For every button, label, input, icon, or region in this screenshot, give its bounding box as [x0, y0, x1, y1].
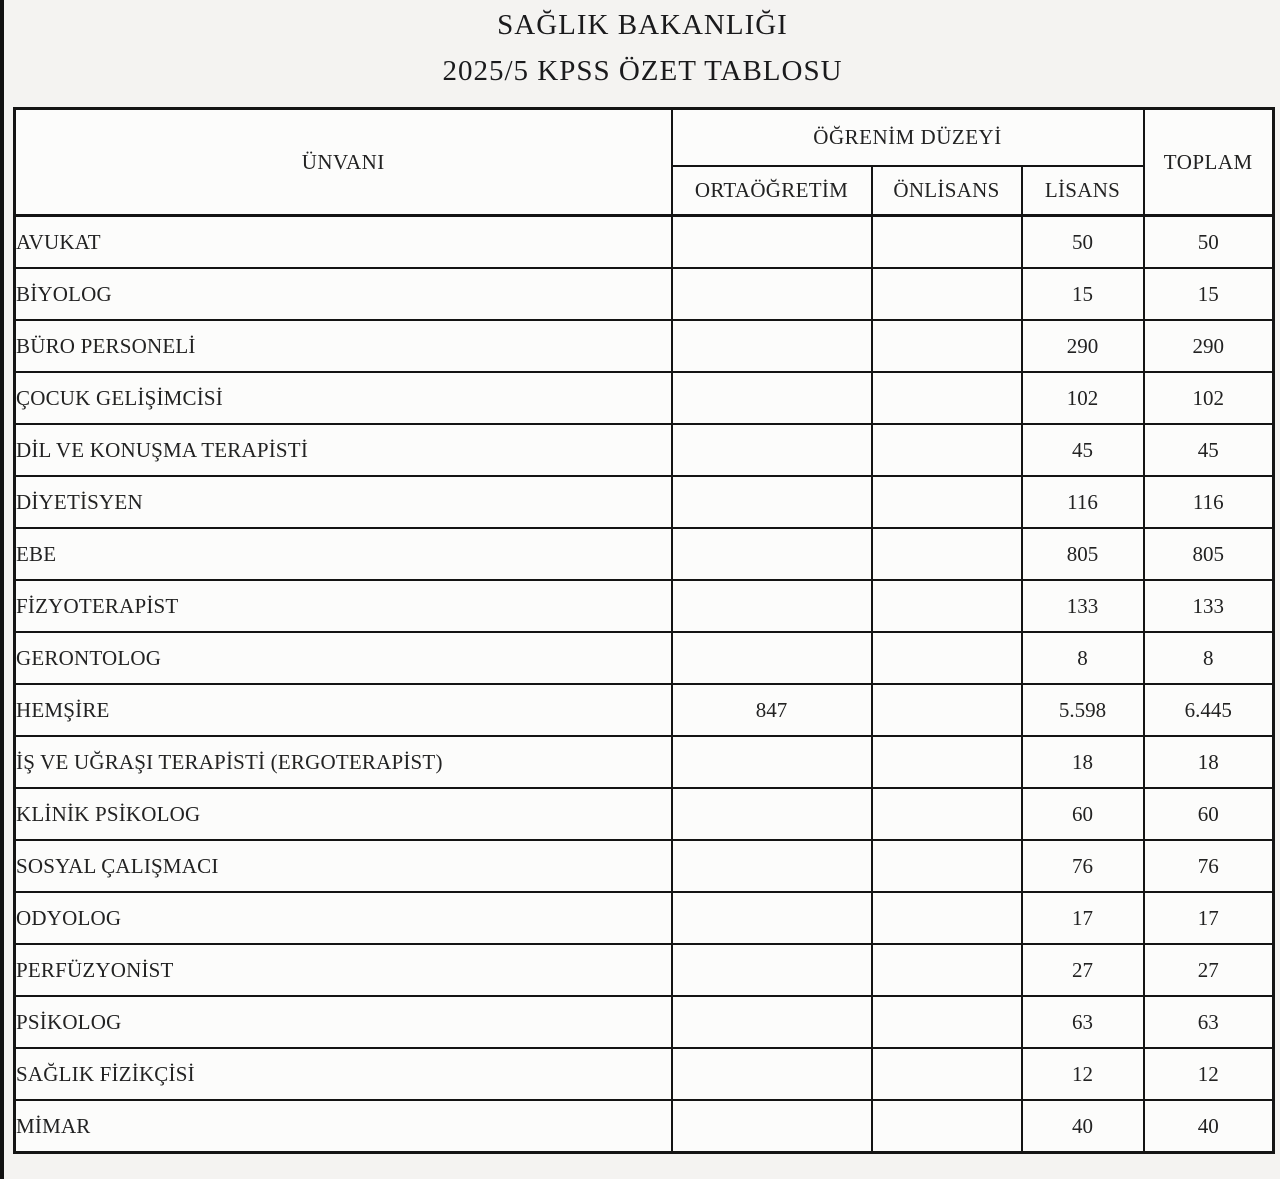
table-row	[15, 528, 1274, 580]
cell-toplam: 63	[1144, 996, 1274, 1048]
table-row	[15, 788, 1274, 840]
table-row	[15, 684, 1274, 736]
cell-lisans: 45	[1022, 424, 1144, 476]
cell-lisans: 60	[1022, 788, 1144, 840]
cell-toplam: 27	[1144, 944, 1274, 996]
cell-onlisans	[872, 320, 1022, 372]
cell-onlisans	[872, 216, 1022, 269]
cell-lisans: 76	[1022, 840, 1144, 892]
cell-unvan: EBE	[15, 528, 672, 580]
cell-ortaogretim	[672, 476, 872, 528]
cell-unvan: İŞ VE UĞRAŞI TERAPİSTİ (ERGOTERAPİST)	[15, 736, 672, 788]
cell-ortaogretim	[672, 632, 872, 684]
cell-onlisans	[872, 476, 1022, 528]
cell-lisans: 63	[1022, 996, 1144, 1048]
cell-lisans: 5.598	[1022, 684, 1144, 736]
cell-ortaogretim: 847	[672, 684, 872, 736]
cell-toplam: 60	[1144, 788, 1274, 840]
cell-onlisans	[872, 892, 1022, 944]
table-row	[15, 1100, 1274, 1153]
header-ogrenim-duzeyi: ÖĞRENİM DÜZEYİ	[672, 109, 1144, 167]
cell-unvan: KLİNİK PSİKOLOG	[15, 788, 672, 840]
table-row	[15, 372, 1274, 424]
cell-toplam: 18	[1144, 736, 1274, 788]
cell-toplam: 116	[1144, 476, 1274, 528]
cell-onlisans	[872, 528, 1022, 580]
cell-ortaogretim	[672, 788, 872, 840]
cell-lisans: 17	[1022, 892, 1144, 944]
cell-unvan: DİL VE KONUŞMA TERAPİSTİ	[15, 424, 672, 476]
cell-toplam: 6.445	[1144, 684, 1274, 736]
table-row	[15, 1048, 1274, 1100]
document-title: SAĞLIK BAKANLIĞI	[497, 9, 788, 41]
cell-unvan: FİZYOTERAPİST	[15, 580, 672, 632]
cell-onlisans	[872, 996, 1022, 1048]
cell-onlisans	[872, 424, 1022, 476]
table-row	[15, 840, 1274, 892]
cell-ortaogretim	[672, 996, 872, 1048]
cell-ortaogretim	[672, 736, 872, 788]
kpss-summary-table	[13, 107, 1275, 1154]
cell-unvan: BÜRO PERSONELİ	[15, 320, 672, 372]
cell-onlisans	[872, 736, 1022, 788]
cell-onlisans	[872, 944, 1022, 996]
cell-ortaogretim	[672, 320, 872, 372]
left-edge-bar	[0, 0, 4, 1179]
cell-ortaogretim	[672, 944, 872, 996]
table-header-row-1	[15, 109, 1274, 167]
table-row	[15, 892, 1274, 944]
cell-unvan: PERFÜZYONİST	[15, 944, 672, 996]
cell-ortaogretim	[672, 840, 872, 892]
table-row	[15, 580, 1274, 632]
cell-ortaogretim	[672, 424, 872, 476]
cell-toplam: 8	[1144, 632, 1274, 684]
cell-lisans: 116	[1022, 476, 1144, 528]
cell-toplam: 12	[1144, 1048, 1274, 1100]
cell-unvan: ÇOCUK GELİŞİMCİSİ	[15, 372, 672, 424]
header-ortaogretim: ORTAÖĞRETİM	[672, 166, 872, 216]
cell-unvan: SAĞLIK FİZİKÇİSİ	[15, 1048, 672, 1100]
header-unvani: ÜNVANI	[15, 109, 672, 216]
table-row	[15, 476, 1274, 528]
cell-unvan: PSİKOLOG	[15, 996, 672, 1048]
table-header	[15, 109, 1274, 216]
cell-onlisans	[872, 372, 1022, 424]
document-header	[13, 0, 1272, 88]
cell-onlisans	[872, 684, 1022, 736]
cell-unvan: HEMŞİRE	[15, 684, 672, 736]
cell-unvan: DİYETİSYEN	[15, 476, 672, 528]
cell-ortaogretim	[672, 580, 872, 632]
cell-unvan: SOSYAL ÇALIŞMACI	[15, 840, 672, 892]
cell-unvan: ODYOLOG	[15, 892, 672, 944]
cell-ortaogretim	[672, 528, 872, 580]
cell-onlisans	[872, 580, 1022, 632]
cell-unvan: GERONTOLOG	[15, 632, 672, 684]
header-onlisans: ÖNLİSANS	[872, 166, 1022, 216]
cell-lisans: 18	[1022, 736, 1144, 788]
cell-onlisans	[872, 1100, 1022, 1153]
header-lisans: LİSANS	[1022, 166, 1144, 216]
cell-unvan: BİYOLOG	[15, 268, 672, 320]
table-row	[15, 424, 1274, 476]
table-row	[15, 268, 1274, 320]
document-subtitle: 2025/5 KPSS ÖZET TABLOSU	[442, 55, 843, 87]
cell-unvan: AVUKAT	[15, 216, 672, 269]
cell-lisans: 102	[1022, 372, 1144, 424]
cell-toplam: 76	[1144, 840, 1274, 892]
cell-toplam: 805	[1144, 528, 1274, 580]
table-row	[15, 944, 1274, 996]
cell-onlisans	[872, 1048, 1022, 1100]
cell-toplam: 45	[1144, 424, 1274, 476]
cell-ortaogretim	[672, 216, 872, 269]
cell-lisans: 12	[1022, 1048, 1144, 1100]
cell-onlisans	[872, 632, 1022, 684]
header-toplam: TOPLAM	[1144, 109, 1274, 216]
cell-onlisans	[872, 840, 1022, 892]
table-row	[15, 632, 1274, 684]
table-row	[15, 216, 1274, 269]
cell-unvan: MİMAR	[15, 1100, 672, 1153]
cell-ortaogretim	[672, 1100, 872, 1153]
cell-toplam: 133	[1144, 580, 1274, 632]
table-row	[15, 320, 1274, 372]
cell-lisans: 50	[1022, 216, 1144, 269]
cell-toplam: 50	[1144, 216, 1274, 269]
cell-lisans: 133	[1022, 580, 1144, 632]
cell-ortaogretim	[672, 268, 872, 320]
cell-ortaogretim	[672, 892, 872, 944]
cell-toplam: 102	[1144, 372, 1274, 424]
cell-lisans: 8	[1022, 632, 1144, 684]
cell-lisans: 290	[1022, 320, 1144, 372]
cell-toplam: 290	[1144, 320, 1274, 372]
cell-lisans: 805	[1022, 528, 1144, 580]
cell-onlisans	[872, 788, 1022, 840]
cell-lisans: 15	[1022, 268, 1144, 320]
cell-ortaogretim	[672, 372, 872, 424]
cell-toplam: 17	[1144, 892, 1274, 944]
cell-ortaogretim	[672, 1048, 872, 1100]
table-row	[15, 996, 1274, 1048]
table-body	[15, 216, 1274, 1153]
cell-lisans: 27	[1022, 944, 1144, 996]
cell-onlisans	[872, 268, 1022, 320]
cell-lisans: 40	[1022, 1100, 1144, 1153]
table-row	[15, 736, 1274, 788]
cell-toplam: 40	[1144, 1100, 1274, 1153]
cell-toplam: 15	[1144, 268, 1274, 320]
